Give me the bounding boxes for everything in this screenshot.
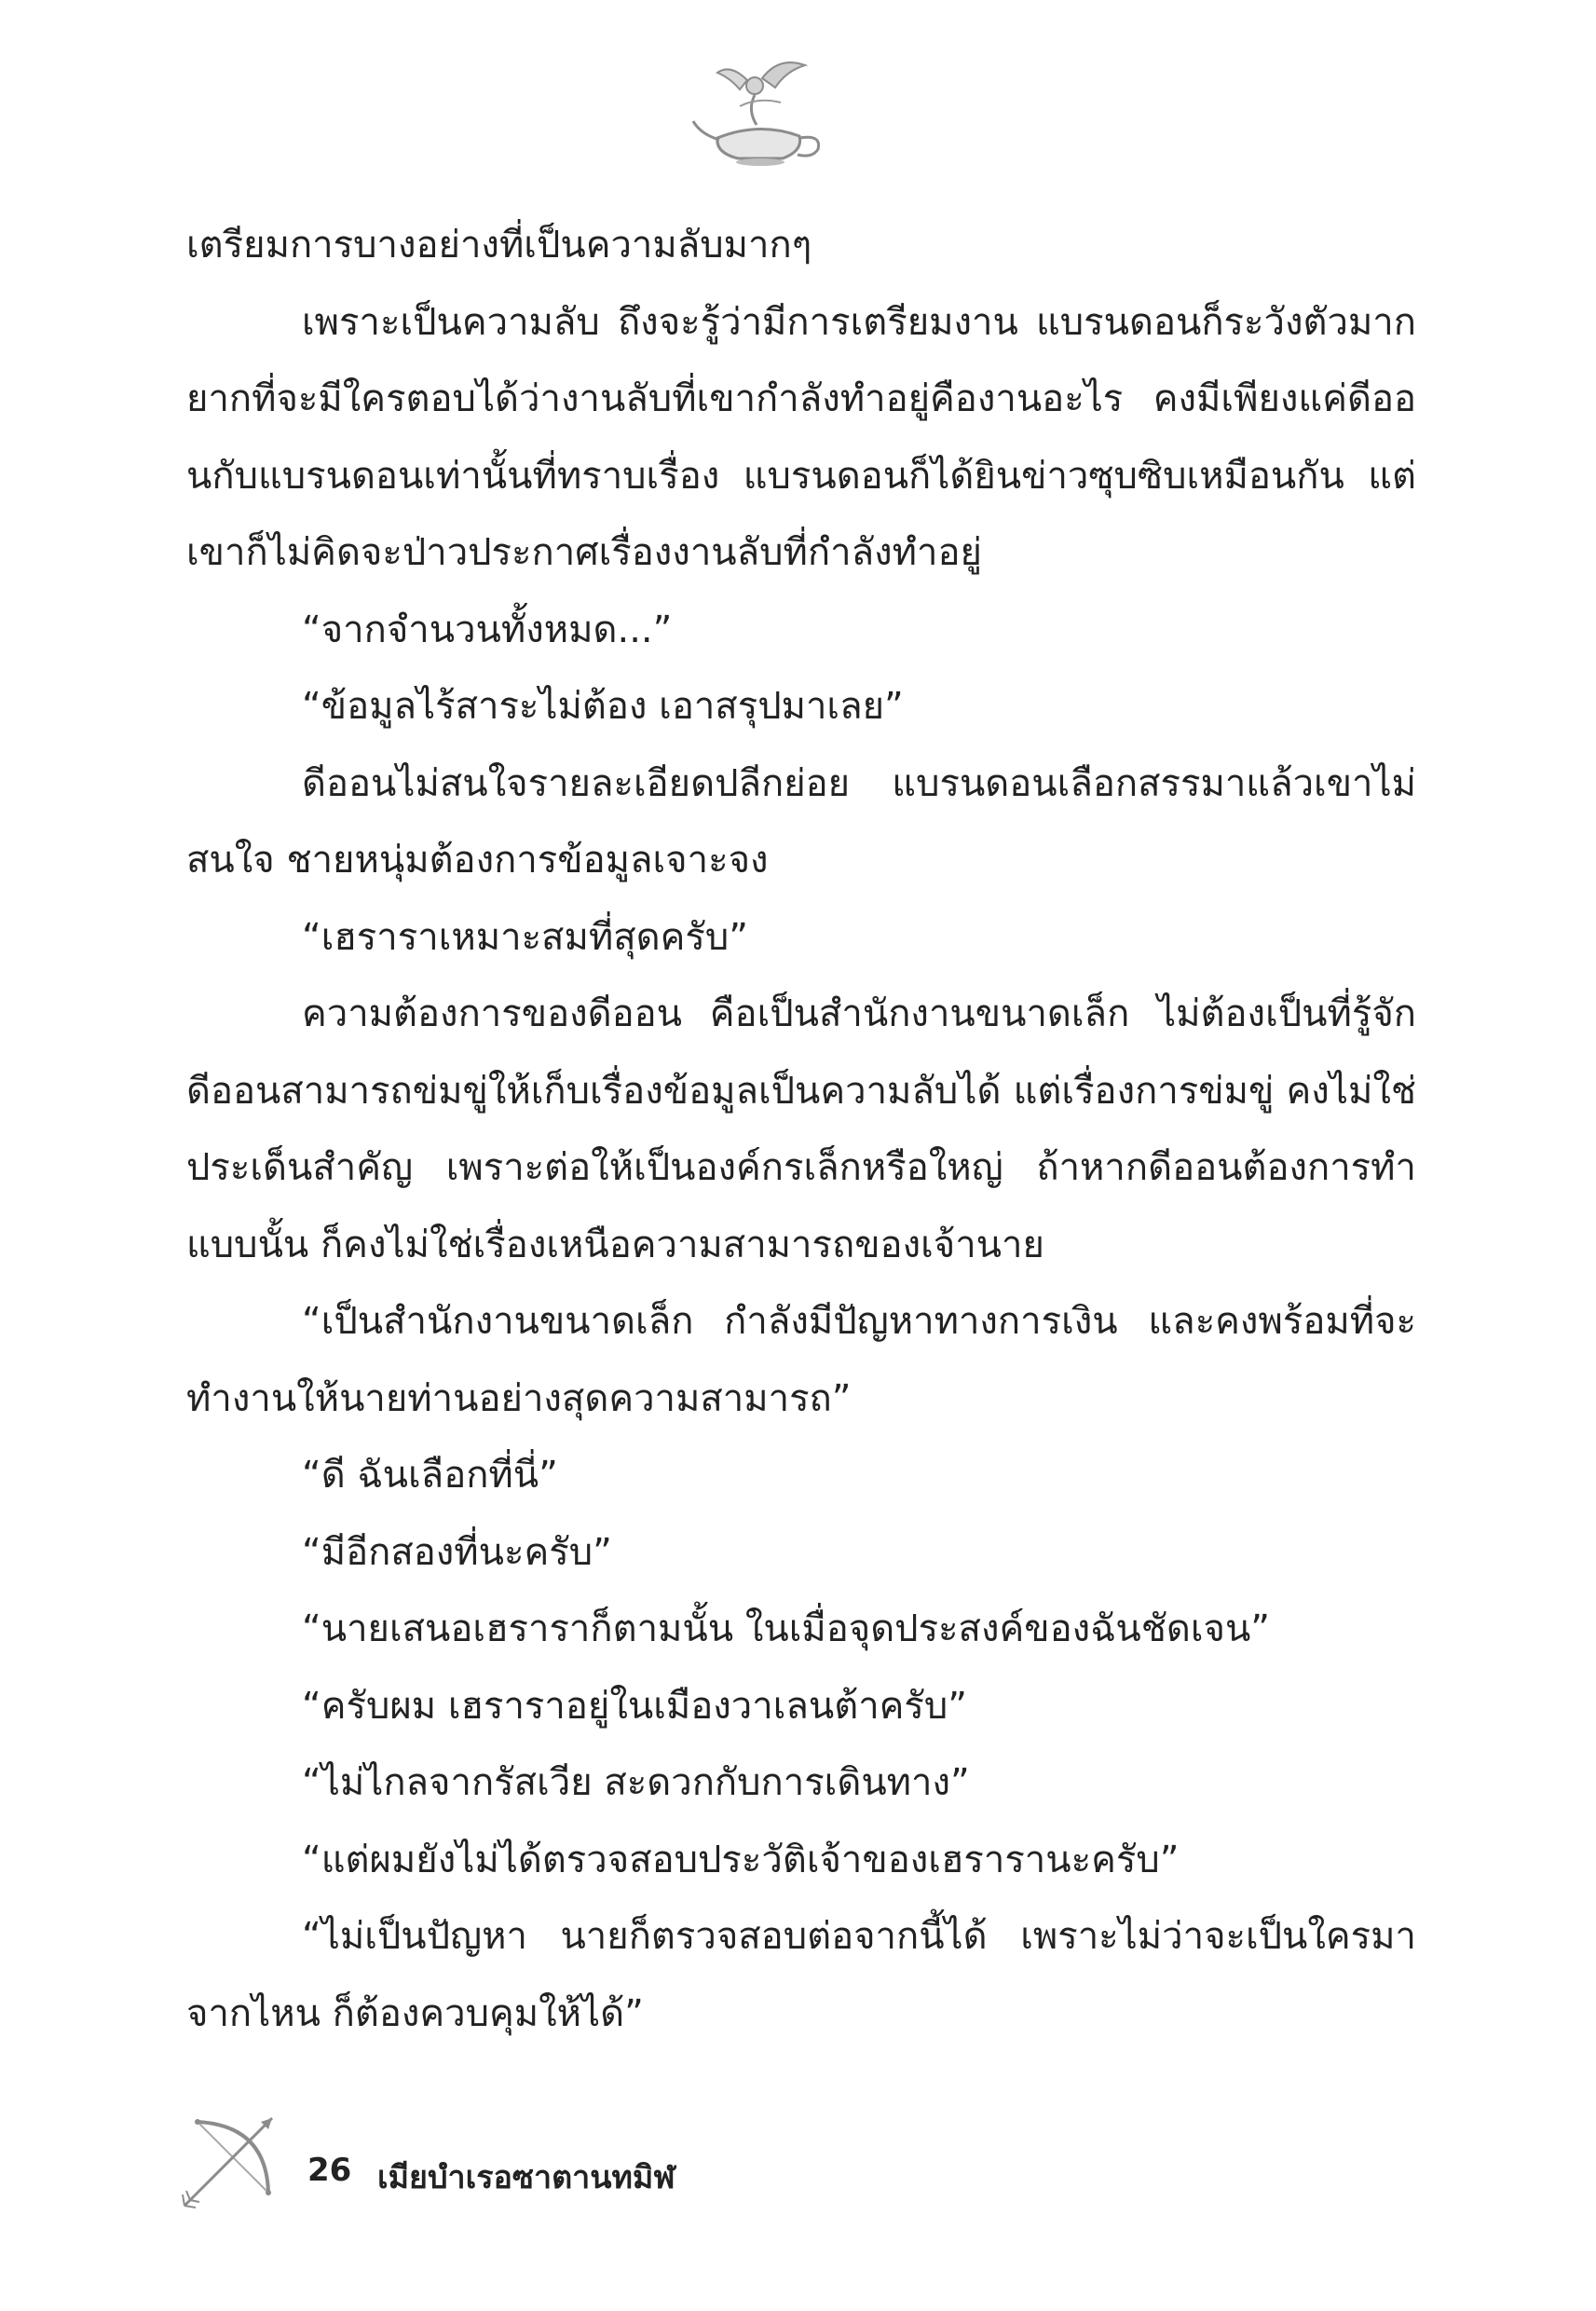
- paragraph: “ครับผม เฮราราอยู่ในเมืองวาเลนต้าครับ”: [302, 1684, 968, 1728]
- paragraph: “เป็นสำนักงานขนาดเล็ก กำลังมีปัญหาทางการเงิน และคงพร้อมที่จะทำงานให้นายท่านอย่างสุดความสามารถ”: [186, 1300, 1416, 1420]
- paragraph: “ไม่ไกลจากรัสเวีย สะดวกกับการเดินทาง”: [302, 1761, 970, 1804]
- book-title: เมียบำเรอซาตานทมิฬ: [377, 2159, 675, 2196]
- bow-and-arrow-icon: [177, 2101, 289, 2213]
- paragraph: “ดี ฉันเลือกที่นี่”: [302, 1454, 558, 1497]
- paragraph: “นายเสนอเฮราราก็ตามนั้น ในเมื่อจุดประสงค์ของฉันชัดเจน”: [302, 1607, 1271, 1650]
- body-text: [186, 207, 1416, 2052]
- paragraph: “มีอีกสองที่นะครับ”: [302, 1530, 612, 1574]
- paragraph: เตรียมการบางอย่างที่เป็นความลับมากๆ: [186, 224, 812, 267]
- paragraph: “ข้อมูลไร้สาระไม่ต้อง เอาสรุปมาเลย”: [302, 685, 904, 728]
- paragraph: “เฮราราเหมาะสมที่สุดครับ”: [302, 915, 748, 959]
- paragraph: “ไม่เป็นปัญหา นายก็ตรวจสอบต่อจากนี้ได้ เพราะไม่ว่าจะเป็นใครมาจากไหน ก็ต้องควบคุมให้ได้”: [186, 1915, 1416, 2035]
- paragraph: ดีออนไม่สนใจรายละเอียดปลีกย่อย แบรนดอนเลือกสรรมาแล้วเขาไม่สนใจ ชายหนุ่มต้องการข้อมูลเจาะจง: [186, 761, 1416, 882]
- page-number: 26: [307, 2152, 352, 2189]
- paragraph: เพราะเป็นความลับ ถึงจะรู้ว่ามีการเตรียมงาน แบรนดอนก็ระวังตัวมาก ยากที่จะมีใครตอบได้ว่างานลับที่เขากำลังทำอยู่คืองานอะไร คงมีเพียงแค่ดีออนกับแบรนดอนเท่านั้นที่ทราบเรื่อง แบรนดอนก็ได้ยินข่าวซุบซิบเหมือนกัน แต่เขาก็ไม่คิดจะป่าวประกาศเรื่องงานลับที่กำลังทำอยู่: [186, 300, 1416, 574]
- page-footer: [177, 2101, 922, 2222]
- paragraph: ความต้องการของดีออน คือเป็นสำนักงานขนาดเล็ก ไม่ต้องเป็นที่รู้จัก ดีออนสามารถข่มขู่ให้เก็บเรื่องข้อมูลเป็นความลับได้ แต่เรื่องการข่มขู่ คงไม่ใช่ประเด็นสำคัญ เพราะต่อให้เป็นองค์กรเล็กหรือใหญ่ ถ้าหากดีออนต้องการทำแบบนั้น ก็คงไม่ใช่เรื่องเหนือความสามารถของเจ้านาย: [186, 992, 1416, 1266]
- paragraph: “แต่ผมยังไม่ได้ตรวจสอบประวัติเจ้าของเฮรารานะครับ”: [302, 1838, 1180, 1881]
- paragraph: “จากจำนวนทั้งหมด...”: [302, 608, 673, 651]
- cupid-genie-lamp-icon: [689, 56, 829, 168]
